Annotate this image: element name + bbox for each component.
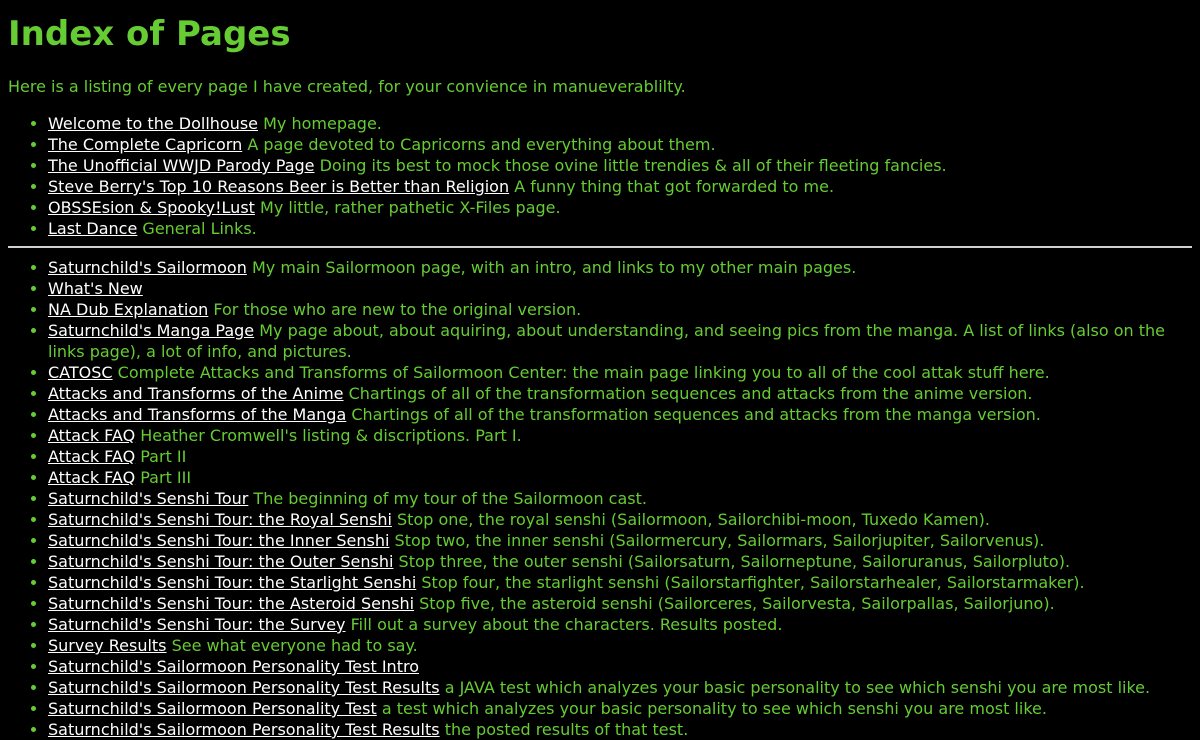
link-description: Complete Attacks and Transforms of Sailormoon Center: the main page linking you to all of the cool attak stuff here. (117, 363, 1050, 382)
link-na-dub-explanation[interactable]: NA Dub Explanation (48, 300, 209, 319)
link-whats-new[interactable]: What's New (48, 279, 143, 298)
link-description: Fill out a survey about the characters. Results posted. (350, 615, 783, 634)
link-survey-results[interactable]: Survey Results (48, 636, 167, 655)
list-item (48, 719, 1192, 740)
list-item (48, 404, 1192, 425)
link-senshi-tour-survey[interactable]: Saturnchild's Senshi Tour: the Survey (48, 615, 346, 634)
link-senshi-tour-asteroid[interactable]: Saturnchild's Senshi Tour: the Asteroid Senshi (48, 594, 415, 613)
list-item (48, 446, 1192, 467)
link-description: Stop two, the inner senshi (Sailormercury, Sailormars, Sailorjupiter, Sailorvenus). (394, 531, 1045, 550)
list-item (48, 320, 1192, 362)
link-last-dance[interactable]: Last Dance (48, 219, 138, 238)
list-item (48, 362, 1192, 383)
link-description: Stop three, the outer senshi (Sailorsaturn, Sailorneptune, Sailoruranus, Sailorpluto). (398, 552, 1071, 571)
list-item (48, 134, 1192, 155)
link-attack-faq-2[interactable]: Attack FAQ (48, 447, 136, 466)
link-description: The beginning of my tour of the Sailormoon cast. (253, 489, 647, 508)
link-description: Part II (140, 447, 187, 466)
link-description: Part III (140, 468, 192, 487)
link-welcome-to-the-dollhouse[interactable]: Welcome to the Dollhouse (48, 114, 259, 133)
link-attacks-manga[interactable]: Attacks and Transforms of the Manga (48, 405, 347, 424)
link-description: My homepage. (263, 114, 382, 133)
link-description: General Links. (142, 219, 257, 238)
link-description: My little, rather pathetic X-Files page. (260, 198, 561, 217)
list-item (48, 635, 1192, 656)
link-senshi-tour-starlight[interactable]: Saturnchild's Senshi Tour: the Starlight Senshi (48, 573, 417, 592)
link-manga-page[interactable]: Saturnchild's Manga Page (48, 321, 255, 340)
link-personality-test[interactable]: Saturnchild's Sailormoon Personality Test (48, 699, 377, 718)
link-description: Stop five, the asteroid senshi (Sailorceres, Sailorvesta, Sailorpallas, Sailorjuno). (419, 594, 1055, 613)
list-item (48, 155, 1192, 176)
list-item (48, 467, 1192, 488)
link-saturnchilds-sailormoon[interactable]: Saturnchild's Sailormoon (48, 258, 247, 277)
sailormoon-links-list (8, 257, 1192, 740)
link-senshi-tour-royal[interactable]: Saturnchild's Senshi Tour: the Royal Senshi (48, 510, 392, 529)
link-senshi-tour-outer[interactable]: Saturnchild's Senshi Tour: the Outer Senshi (48, 552, 394, 571)
link-attacks-anime[interactable]: Attacks and Transforms of the Anime (48, 384, 344, 403)
list-item (48, 593, 1192, 614)
personal-links-list (8, 113, 1192, 239)
link-personality-test-results-java[interactable]: Saturnchild's Sailormoon Personality Test Results (48, 678, 440, 697)
link-description: the posted results of that test. (444, 720, 689, 739)
list-item (48, 509, 1192, 530)
intro-text: Here is a listing of every page I have created, for your convience in manueverablilty. (8, 77, 686, 96)
list-item (48, 176, 1192, 197)
list-item (48, 383, 1192, 404)
link-description: Doing its best to mock those ovine little trendies & all of their fleeting fancies. (319, 156, 947, 175)
page-title: Index of Pages (8, 14, 291, 54)
link-description: A page devoted to Capricorns and everything about them. (247, 135, 716, 154)
list-item (48, 488, 1192, 509)
list-item (48, 698, 1192, 719)
link-top-10-reasons-beer[interactable]: Steve Berry's Top 10 Reasons Beer is Better than Religion (48, 177, 510, 196)
link-personality-test-results[interactable]: Saturnchild's Sailormoon Personality Test Results (48, 720, 440, 739)
link-senshi-tour[interactable]: Saturnchild's Senshi Tour (48, 489, 249, 508)
list-item (48, 218, 1192, 239)
list-item (48, 614, 1192, 635)
link-description: a test which analyzes your basic personality to see which senshi you are most like. (381, 699, 1047, 718)
link-description: Heather Cromwell's listing & discriptions. Part I. (140, 426, 522, 445)
section-divider (8, 246, 1192, 248)
list-item (48, 530, 1192, 551)
link-description: For those who are new to the original version. (213, 300, 582, 319)
link-description: My main Sailormoon page, with an intro, and links to my other main pages. (251, 258, 857, 277)
link-description: Chartings of all of the transformation sequences and attacks from the anime version. (348, 384, 1033, 403)
link-description: Chartings of all of the transformation sequences and attacks from the manga version. (351, 405, 1041, 424)
link-description: Stop four, the starlight senshi (Sailorstarfighter, Sailorstarhealer, Sailorstarmaker). (421, 573, 1085, 592)
list-item (48, 425, 1192, 446)
link-obssesion-spooky-lust[interactable]: OBSSEsion & Spooky!Lust (48, 198, 255, 217)
list-item (48, 257, 1192, 278)
list-item (48, 572, 1192, 593)
list-item (48, 551, 1192, 572)
list-item (48, 299, 1192, 320)
list-item (48, 113, 1192, 134)
list-item (48, 197, 1192, 218)
link-catosc[interactable]: CATOSC (48, 363, 113, 382)
link-description: My page about, about aquiring, about understanding, and seeing pics from the manga. A list of links (also on the links page), a lot of info, and pictures. (48, 321, 1166, 361)
link-description: Stop one, the royal senshi (Sailormoon, Sailorchibi-moon, Tuxedo Kamen). (397, 510, 990, 529)
link-description: See what everyone had to say. (171, 636, 418, 655)
link-attack-faq-3[interactable]: Attack FAQ (48, 468, 136, 487)
list-item (48, 656, 1192, 677)
link-senshi-tour-inner[interactable]: Saturnchild's Senshi Tour: the Inner Senshi (48, 531, 390, 550)
link-attack-faq-1[interactable]: Attack FAQ (48, 426, 136, 445)
link-wwjd-parody-page[interactable]: The Unofficial WWJD Parody Page (48, 156, 315, 175)
link-the-complete-capricorn[interactable]: The Complete Capricorn (48, 135, 243, 154)
list-item (48, 677, 1192, 698)
link-description: A funny thing that got forwarded to me. (514, 177, 835, 196)
link-personality-test-intro[interactable]: Saturnchild's Sailormoon Personality Test Intro (48, 657, 419, 676)
link-description: a JAVA test which analyzes your basic personality to see which senshi you are most like. (444, 678, 1151, 697)
list-item (48, 278, 1192, 299)
